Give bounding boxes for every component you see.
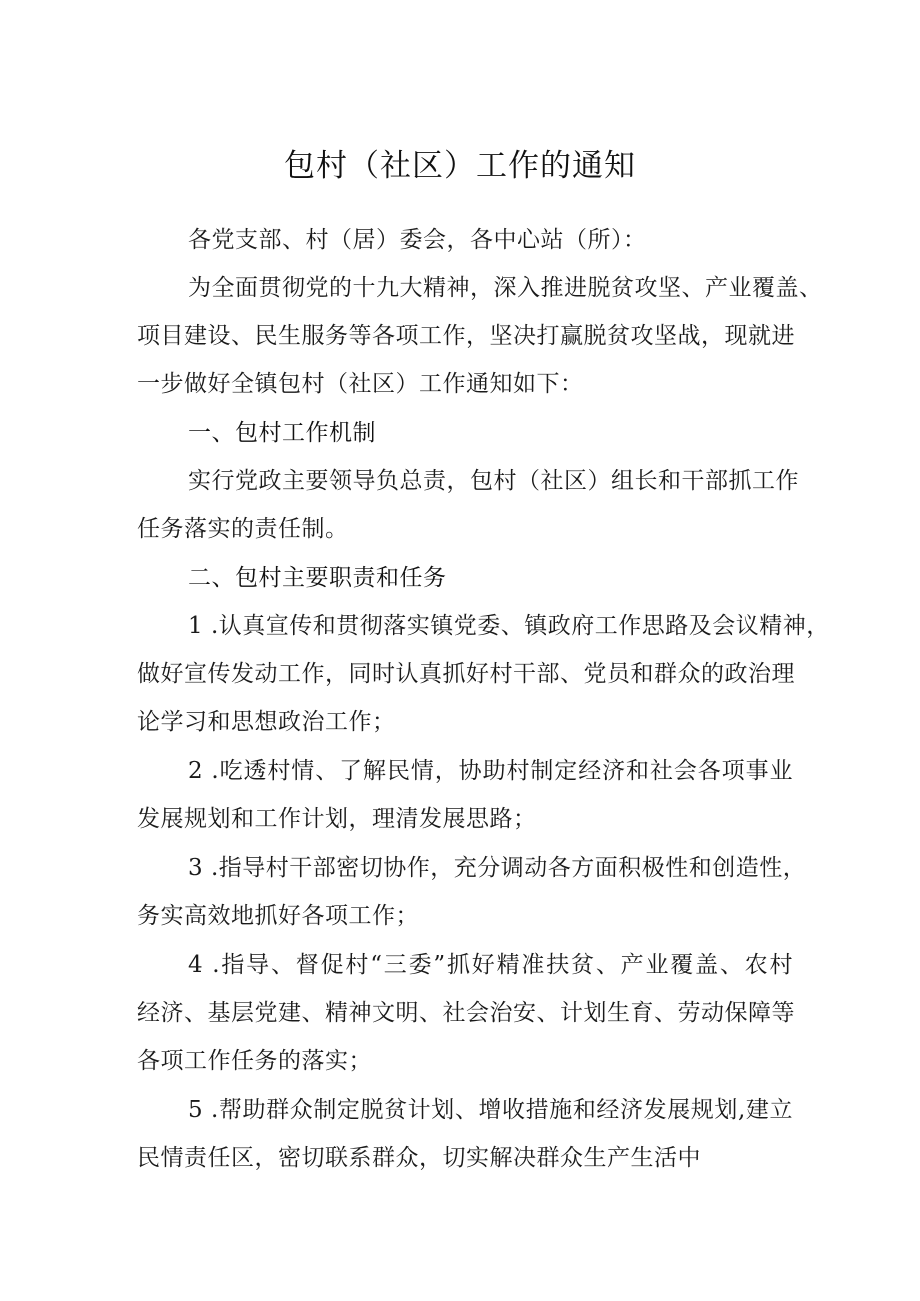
list-item-line: 5 .帮助群众制定脱贫计划、增收措施和经济发展规划,建立: [188, 1097, 793, 1123]
intro-line: 为全面贯彻党的十九大精神，深入推进脱贫攻坚、产业覆盖、: [188, 275, 823, 301]
document-title: 包村（社区）工作的通知: [284, 148, 636, 184]
intro-line: 一步做好全镇包村（社区）工作通知如下：: [137, 371, 584, 397]
intro-line: 项目建设、民生服务等各项工作，坚决打赢脱贫攻坚战，现就进: [137, 323, 795, 349]
list-item-line: 民情责任区，密切联系群众，切实解决群众生产生活中: [137, 1145, 701, 1171]
list-item-line: 2 .吃透村情、了解民情，协助村制定经济和社会各项事业: [188, 758, 793, 784]
list-item-line: 务实高效地抓好各项工作；: [137, 903, 419, 929]
list-item-line: 各项工作任务的落实；: [137, 1048, 372, 1074]
list-item-line: 经济、基层党建、精神文明、社会治安、计划生育、劳动保障等: [137, 1000, 795, 1026]
list-item-line: 论学习和思想政治工作；: [137, 709, 396, 735]
list-item-line: 1 .认真宣传和贯彻落实镇党委、镇政府工作思路及会议精神，: [188, 613, 830, 639]
list-item-line: 4 .指导、督促村“三委”抓好精准扶贫、产业覆盖、农村: [188, 952, 793, 978]
section-heading: 一、包村工作机制: [188, 420, 376, 446]
section-line: 任务落实的责任制。: [137, 516, 349, 542]
list-item-line: 3 .指导村干部密切协作，充分调动各方面积极性和创造性，: [188, 855, 807, 881]
salutation: 各党支部、村（居）委会，各中心站（所）：: [188, 227, 647, 253]
list-item-line: 发展规划和工作计划，理清发展思路；: [137, 806, 537, 832]
section-heading: 二、包村主要职责和任务: [188, 565, 447, 591]
section-line: 实行党政主要领导负总责，包村（社区）组长和干部抓工作: [188, 468, 799, 494]
list-item-line: 做好宣传发动工作，同时认真抓好村干部、党员和群众的政治理: [137, 661, 795, 687]
